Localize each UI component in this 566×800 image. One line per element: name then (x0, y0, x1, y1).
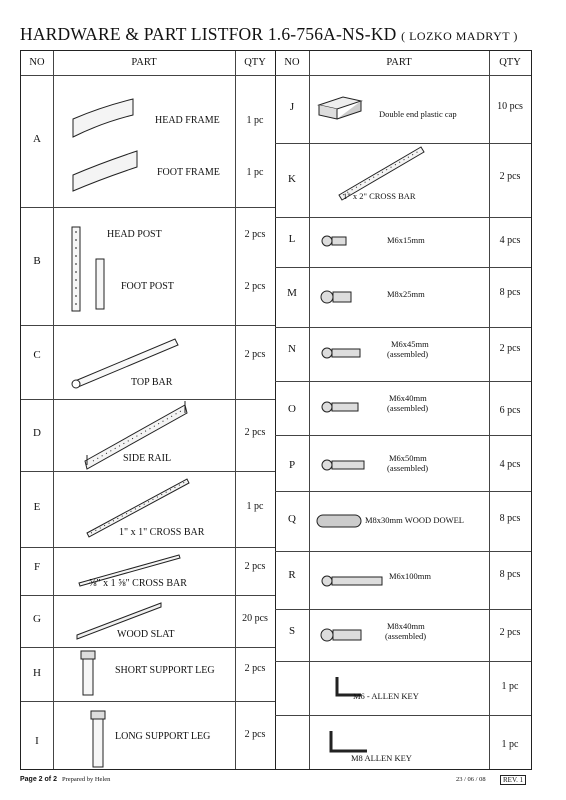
row-no-q: Q (288, 513, 296, 525)
part-qty-short-support-leg: 2 pcs (244, 663, 266, 674)
part-label-wood-slat: WOOD SLAT (117, 629, 175, 640)
bolt-m8x40-icon (321, 629, 333, 641)
part-label-foot-post: FOOT POST (121, 281, 174, 292)
part-qty-cross-bar-1x2: 2 pcs (499, 171, 521, 182)
foot-frame-illustration (73, 151, 137, 191)
part-label-m6x100: M6x100mm (389, 571, 432, 581)
part-qty-wood-slat: 20 pcs (242, 613, 268, 624)
row-no-m: M (287, 287, 297, 299)
part-qty-cross-bar-1x1: 1 pc (246, 501, 264, 512)
row-no-i: I (35, 735, 39, 747)
part-qty-plastic-cap: 10 pcs (497, 101, 523, 112)
bolt-m6x40-icon (322, 402, 332, 412)
allen-key-m8-icon (331, 731, 367, 751)
part-label-head-post: HEAD POST (107, 229, 162, 240)
part-label-cross-bar-1x1: 1" x 1" CROSS BAR (119, 527, 205, 538)
title-main: HARDWARE & PART LISTFOR 1.6-756A-NS-KD (20, 24, 397, 44)
part-qty-wood-dowel: 8 pcs (499, 513, 521, 524)
part-label-foot-frame: FOOT FRAME (157, 167, 220, 178)
row-no-n: N (288, 343, 296, 355)
header-qty-right: QTY (499, 57, 521, 68)
header-no-right: NO (275, 51, 310, 75)
part-qty-allen-key-m8: 1 pc (501, 739, 519, 750)
head-frame-illustration (73, 99, 133, 137)
part-label-top-bar: TOP BAR (131, 377, 173, 388)
part-qty-m8x25: 8 pcs (499, 287, 521, 298)
part-qty-cross-bar-5-8: 2 pcs (244, 561, 266, 572)
title-sub: ( LOZKO MADRYT ) (401, 29, 518, 43)
header-part-right: PART (309, 51, 490, 75)
parts-table (20, 50, 532, 770)
part-qty-m6x100: 8 pcs (499, 569, 521, 580)
part-label-side-rail: SIDE RAIL (123, 453, 172, 464)
header-part: PART (53, 51, 236, 75)
part-label-long-support-leg: LONG SUPPORT LEG (115, 731, 211, 742)
page-number: Page 2 of 2 (20, 776, 57, 783)
bolt-m8x25-icon (321, 291, 333, 303)
row-no-o: O (288, 403, 296, 415)
revision-badge: REV. 1 (500, 775, 526, 785)
part-label-short-support-leg: SHORT SUPPORT LEG (115, 665, 215, 676)
row-no-k: K (288, 173, 296, 185)
document-date: 23 / 06 / 08 (456, 776, 486, 783)
part-qty-allen-key-m6: 1 pc (501, 681, 519, 692)
row-no-g: G (33, 613, 41, 625)
part-label-m8x25: M8x25mm (387, 289, 425, 299)
bolt-m6x100-icon (322, 576, 332, 586)
part-qty-head-frame: 1 pc (246, 115, 264, 126)
part-qty-head-post: 2 pcs (244, 229, 266, 240)
row-no-f: F (33, 561, 41, 573)
part-label-m6x45: M6x45mm (391, 339, 429, 349)
part-label-head-frame: HEAD FRAME (155, 115, 220, 126)
row-no-c: C (33, 349, 41, 361)
part-label-m8x40: M8x40mm (387, 621, 425, 631)
part-qty-m8x40: 2 pcs (499, 627, 521, 638)
part-qty-foot-frame: 1 pc (246, 167, 264, 178)
part-label-allen-key-m8: M8 ALLEN KEY (351, 753, 412, 763)
prepared-by: Prepared by Helen (62, 776, 111, 783)
part-note-m6x50: (assembled) (387, 463, 429, 473)
part-label-cross-bar-1x2: 1" x 2" CROSS BAR (343, 191, 416, 201)
part-qty-foot-post: 2 pcs (244, 281, 266, 292)
part-label-plastic-cap: Double end plastic cap (379, 109, 457, 119)
row-no-j: J (289, 101, 295, 113)
part-qty-m6x50: 4 pcs (499, 459, 521, 470)
short-support-leg-illustration (83, 655, 93, 695)
part-label-wood-dowel: M8x30mm WOOD DOWEL (365, 515, 464, 525)
header-no: NO (21, 51, 54, 75)
part-qty-top-bar: 2 pcs (244, 349, 266, 360)
row-no-e: E (33, 501, 41, 513)
part-note-m6x45: (assembled) (387, 349, 429, 359)
part-qty-m6x15: 4 pcs (499, 235, 521, 246)
row-no-s: S (288, 625, 296, 637)
row-no-h: H (33, 667, 41, 679)
row-no-l: L (288, 233, 296, 245)
part-qty-m6x40: 6 pcs (499, 405, 521, 416)
bolt-m6x45-icon (322, 348, 332, 358)
part-note-m8x40: (assembled) (385, 631, 427, 641)
part-label-allen-key-m6: M6 - ALLEN KEY (353, 691, 419, 701)
long-support-leg-illustration (93, 715, 103, 767)
bolt-icons (317, 236, 382, 641)
part-qty-long-support-leg: 2 pcs (244, 729, 266, 740)
part-qty-m6x45: 2 pcs (499, 343, 521, 354)
part-label-cross-bar-5-8: ⅝" x 1 ⅝" CROSS BAR (89, 578, 187, 589)
part-qty-side-rail: 2 pcs (244, 427, 266, 438)
row-no-p: P (288, 459, 296, 471)
part-label-m6x15: M6x15mm (387, 235, 425, 245)
header-qty: QTY (235, 51, 276, 75)
row-no-d: D (33, 427, 41, 439)
row-no-r: R (288, 569, 296, 581)
part-label-m6x50: M6x50mm (389, 453, 427, 463)
part-note-m6x40: (assembled) (387, 403, 429, 413)
wood-dowel-icon (317, 515, 361, 527)
part-label-m6x40: M6x40mm (389, 393, 427, 403)
row-no-a: A (33, 133, 41, 145)
document-title (20, 24, 518, 45)
bolt-m6x50-icon (322, 460, 332, 470)
foot-post-illustration (96, 259, 104, 309)
bolt-m6x15-icon (322, 236, 332, 246)
row-no-b: B (33, 255, 41, 267)
